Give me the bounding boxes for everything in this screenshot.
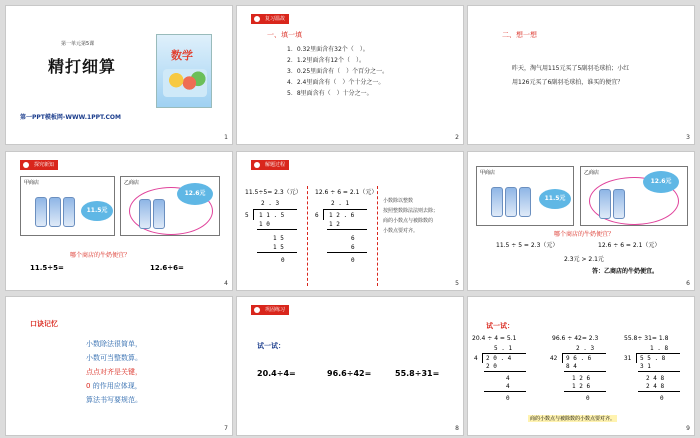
final-remainder: 0	[506, 395, 510, 402]
slide-6-thumbnail[interactable]	[467, 151, 695, 291]
note-line: 小数点要对齐。	[383, 228, 419, 234]
partial-product: 6	[351, 244, 355, 251]
long-division-c	[624, 345, 690, 415]
long-division-a	[243, 200, 303, 280]
answer-a: 20.4 ÷ 4 = 5.1	[472, 335, 517, 342]
exercise-a: 20.4÷4=	[257, 369, 296, 378]
milk-box-icon	[153, 199, 165, 229]
final-remainder: 0	[586, 395, 590, 402]
equation-b: 12.6 ÷ 6 = 2.1（元）	[315, 189, 378, 196]
equation-a: 11.5÷5=	[30, 264, 64, 272]
note-line: 商的小数点与被除数的	[383, 218, 434, 224]
slide-number: 7	[224, 425, 228, 432]
slide-3-thumbnail[interactable]	[467, 5, 695, 145]
divisor: 6	[315, 212, 319, 219]
milk-box-icon	[519, 187, 531, 217]
slide-number: 5	[455, 280, 459, 287]
partial-product: 1 5	[273, 244, 284, 251]
fill-blank-list	[287, 44, 388, 99]
equation-a: 11.5÷5= 2.3（元）	[245, 189, 302, 196]
answer-b: 96.6 ÷ 42= 2.3	[552, 335, 599, 342]
section-tag: 复习温故	[251, 14, 289, 24]
slide-number: 8	[455, 425, 459, 432]
slide-number: 1	[224, 134, 228, 141]
section-heading: 试一试：	[486, 322, 514, 330]
price-cloud-b: 12.6元	[643, 171, 679, 193]
quotient: 2 . 3	[576, 345, 595, 352]
slide-5-thumbnail[interactable]	[236, 151, 464, 291]
note-line: 按照整数除法法则去除；	[383, 208, 439, 214]
answer-c: 55.8÷ 31= 1.8	[624, 335, 669, 342]
question-text: 哪个商店的牛奶便宜？	[554, 231, 615, 238]
store-b-panel	[120, 176, 220, 236]
remainder: 6	[351, 235, 355, 242]
milk-box-icon	[491, 187, 503, 217]
divisor: 31	[624, 355, 632, 362]
divisor: 4	[474, 355, 478, 362]
milk-box-icon	[613, 189, 625, 219]
final-remainder: 0	[281, 257, 285, 264]
problem-text	[512, 62, 629, 90]
alignment-note: 商的小数点与被除数的小数点要对齐。	[530, 416, 616, 422]
store-b-panel	[580, 166, 688, 226]
equation-a: 11.5 ÷ 5 = 2.3（元）	[496, 242, 559, 249]
divisor: 5	[245, 212, 249, 219]
partial-product: 1 0	[259, 221, 270, 228]
section-tag: 探究新知	[20, 160, 58, 170]
answer-text: 答：乙商店的牛奶便宜。	[592, 268, 659, 275]
quotient: 2 . 1	[331, 200, 350, 207]
section-tag: 解题过程	[251, 160, 289, 170]
remainder: 4	[506, 375, 510, 382]
partial-product: 1 2	[329, 221, 340, 228]
milk-box-icon	[505, 187, 517, 217]
dividend: 1 2 . 6	[329, 212, 355, 219]
partial-product: 8 4	[566, 363, 577, 370]
price-cloud-b: 12.6元	[177, 183, 213, 205]
exercise-c: 55.8÷31=	[395, 369, 440, 378]
long-division-b	[313, 200, 373, 280]
verse-line: 小数除法很简单，	[86, 340, 142, 348]
milk-box-icon	[49, 197, 61, 227]
partial-product: 1 2 6	[572, 383, 591, 390]
problem-line: 昨天，淘气用115元买了5副羽毛球拍；小红	[512, 65, 630, 72]
milk-box-icon	[599, 189, 611, 219]
list-item: 2．1.2里面含有12个（ ）。	[287, 57, 365, 64]
store-a-panel	[476, 166, 574, 226]
partial-product: 2 0	[486, 363, 497, 370]
equation-b: 12.6÷6=	[150, 264, 184, 272]
price-cloud-a: 11.5元	[539, 189, 571, 209]
verse-line: 算法书写要规范。	[86, 396, 142, 404]
long-division-b	[550, 345, 614, 415]
section-heading: 试一试：	[257, 342, 285, 350]
list-item: 3．0.25里面含有（ ）个百分之一。	[287, 68, 389, 75]
dividend: 2 0 . 4	[486, 355, 512, 362]
section-heading: 二、想一想	[502, 31, 537, 39]
slide-number: 2	[455, 134, 459, 141]
slide-4-thumbnail[interactable]	[5, 151, 233, 291]
comparison: 2.3元 > 2.1元	[564, 256, 604, 263]
store-a-label: 甲商店	[24, 180, 40, 186]
quotient: 1 . 8	[650, 345, 669, 352]
section-heading: 口诀记忆	[30, 320, 58, 328]
list-item: 1．0.32里面含有32个（ ）。	[287, 46, 369, 53]
final-remainder: 0	[351, 257, 355, 264]
divider-dash	[377, 186, 378, 286]
quotient: 5 . 1	[494, 345, 513, 352]
verse-line: 点点对齐是关键，	[86, 368, 142, 376]
cover-cartoon-children	[163, 69, 207, 97]
section-tag: 巩固练习	[251, 305, 289, 315]
dividend: 5 5 . 8	[640, 355, 666, 362]
slide-9-thumbnail[interactable]	[467, 296, 695, 436]
remainder: 1 2 6	[572, 375, 591, 382]
partial-product: 3 1	[640, 363, 651, 370]
slide-number: 3	[686, 134, 690, 141]
quotient: 2 . 3	[261, 200, 280, 207]
textbook-cover-image	[156, 34, 212, 108]
slide-2-thumbnail[interactable]	[236, 5, 464, 145]
price-cloud-a: 11.5元	[81, 201, 113, 221]
slide-7-thumbnail[interactable]	[5, 296, 233, 436]
divider-dash	[307, 186, 308, 286]
dividend: 9 6 . 6	[566, 355, 592, 362]
final-remainder: 0	[660, 395, 664, 402]
unit-label: 第一单元第5课	[61, 41, 95, 47]
store-b-label: 乙商店	[584, 170, 600, 176]
rule-notes	[383, 196, 438, 236]
problem-line: 用126元买了6副羽毛球拍，谁买的便宜？	[512, 79, 624, 86]
verse-line: 小数可当整数算。	[86, 354, 142, 362]
partial-product: 4	[506, 383, 510, 390]
store-b-label: 乙商店	[124, 180, 140, 186]
milk-box-icon	[35, 197, 47, 227]
equation-b: 12.6 ÷ 6 = 2.1（元）	[598, 242, 661, 249]
footer-watermark: 第一PPT模板网-WWW.1PPT.COM	[20, 114, 121, 121]
remainder: 2 4 8	[646, 375, 665, 382]
mnemonic-verse	[86, 337, 142, 407]
store-a-label: 甲商店	[480, 170, 496, 176]
dividend: 1 1 . 5	[259, 212, 285, 219]
long-division-a	[472, 345, 536, 415]
divisor: 42	[550, 355, 558, 362]
slide-number: 4	[224, 280, 228, 287]
partial-product: 2 4 8	[646, 383, 665, 390]
remainder: 1 5	[273, 235, 284, 242]
note-line: 小数除以整数	[383, 198, 414, 204]
milk-box-icon	[139, 199, 151, 229]
verse-line: 0 的作用应体现，	[86, 382, 142, 390]
zero-digit: 0	[86, 382, 91, 390]
exercise-b: 96.6÷42=	[327, 369, 372, 378]
list-item: 4．2.4里面含有（ ）个十分之一。	[287, 79, 385, 86]
milk-box-icon	[63, 197, 75, 227]
slide-number: 6	[686, 280, 690, 287]
section-heading: 一、填一填	[267, 31, 302, 39]
slide-8-thumbnail[interactable]	[236, 296, 464, 436]
store-a-panel	[20, 176, 115, 236]
slide-title: 精打细算	[48, 57, 117, 76]
slide-1-thumbnail[interactable]	[5, 5, 233, 145]
slide-number: 9	[686, 425, 690, 432]
textbook-title: 数学	[171, 49, 193, 62]
question-text: 哪个商店的牛奶便宜？	[70, 252, 131, 259]
list-item: 5．8里面含有（ ）十分之一。	[287, 90, 373, 97]
